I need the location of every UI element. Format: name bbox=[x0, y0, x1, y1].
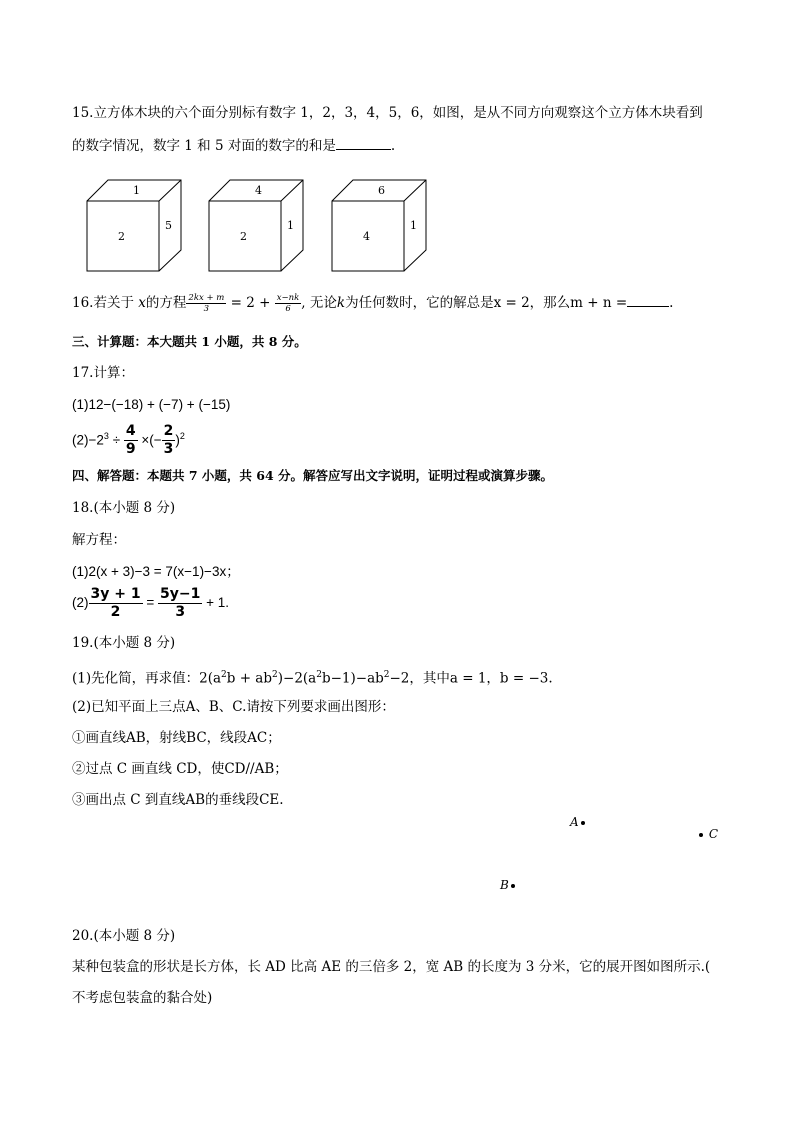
q17-part1: (1)12−(−18) + (−7) + (−15) bbox=[72, 397, 231, 412]
q17-p2-exp: 3 bbox=[103, 431, 109, 441]
q16-answer-blank bbox=[627, 292, 669, 307]
q19-step1: ①画直线AB，射线BC，线段AC； bbox=[72, 730, 281, 746]
cube-2-side: 1 bbox=[287, 219, 294, 232]
q18-title: 18.(本小题 8 分) bbox=[72, 500, 176, 516]
cube-1-side: 5 bbox=[165, 219, 172, 232]
q15-line2-text: 的数字情况，数字 1 和 5 对面的数字的和是 bbox=[72, 138, 336, 154]
q19-p1-c: )−2(a bbox=[277, 670, 317, 687]
q20-line1: 某种包装盒的形状是长方体，长 AD 比高 AE 的三倍多 2，宽 AB 的长度为 3 分米，它的展开图如图所示.( bbox=[72, 959, 711, 975]
q16-mid2: , 无论 bbox=[301, 295, 337, 311]
q17-p2-frac2-num: 2 bbox=[163, 423, 174, 440]
q16-var-x: x bbox=[138, 295, 146, 311]
q18-p2-frac2 bbox=[158, 586, 202, 621]
point-c bbox=[697, 827, 718, 841]
q16-mid1: 的方程 bbox=[145, 295, 187, 311]
cube-1-front: 2 bbox=[118, 230, 125, 243]
point-a-dot bbox=[581, 821, 585, 825]
q19-p1-e: −2，其中a = 1，b = −3. bbox=[389, 670, 553, 687]
cube-3-side: 1 bbox=[410, 219, 417, 232]
q19-p1-b: b + ab bbox=[226, 670, 272, 687]
q16-end: . bbox=[669, 295, 674, 311]
cube-3-top: 6 bbox=[378, 184, 385, 197]
q17-p2-frac bbox=[124, 423, 138, 458]
point-a-label: A bbox=[570, 815, 579, 829]
point-b-dot bbox=[511, 884, 515, 888]
q17-p2-close: ) bbox=[175, 432, 180, 448]
q17-p2-open: (− bbox=[149, 432, 162, 448]
q17-p2-div: ÷ bbox=[112, 432, 121, 448]
q18-sub: 解方程： bbox=[72, 532, 126, 548]
q16-frac2 bbox=[275, 293, 302, 314]
q18-p2-frac1 bbox=[89, 586, 143, 621]
cube-views-figure bbox=[86, 178, 446, 276]
q16-suffix: 为任何数时，它的解总是x = 2，那么m + n = bbox=[345, 295, 628, 311]
q19-p1-s3: 2 bbox=[316, 670, 322, 680]
q17-p2-frac-num: 4 bbox=[125, 423, 136, 440]
q16-line bbox=[72, 290, 673, 316]
q18-p2-frac1-num: 3y + 1 bbox=[90, 585, 141, 602]
q18-p2-frac2-den: 3 bbox=[175, 603, 186, 620]
q17-p2-prefix: (2)−2 bbox=[72, 432, 104, 448]
q16-frac1-num: 2kx + m bbox=[188, 293, 225, 303]
q19-p1-d: b−1)−ab bbox=[321, 670, 384, 687]
section-3-title: 三、计算题：本大题共 1 小题，共 8 分。 bbox=[72, 334, 307, 349]
q15-line2-end: . bbox=[390, 138, 396, 154]
q17-p2-times: × bbox=[141, 432, 150, 448]
q17-part2 bbox=[72, 418, 185, 459]
q18-p2-frac2-num: 5y−1 bbox=[160, 585, 201, 602]
point-b bbox=[500, 878, 517, 892]
q19-title: 19.(本小题 8 分) bbox=[72, 635, 176, 651]
q16-frac2-den: 6 bbox=[285, 304, 291, 314]
q15-line1: 15.立方体木块的六个面分别标有数字 1，2，3，4，5，6，如图，是从不同方向观察这个立方体木块看到 bbox=[72, 105, 703, 121]
q19-p1-s1: 2 bbox=[221, 670, 227, 680]
q19-p1-a: (1)先化简，再求值：2(a bbox=[72, 670, 222, 687]
point-c-dot bbox=[699, 833, 703, 837]
q16-eq-mid: = 2 + bbox=[230, 295, 271, 311]
q15-answer-blank bbox=[336, 135, 391, 150]
cube-1 bbox=[87, 180, 181, 271]
q19-step2: ②过点 C 画直线 CD，使CD//AB； bbox=[72, 761, 288, 777]
point-a bbox=[570, 815, 587, 829]
q17-p2-frac2-den: 3 bbox=[163, 441, 174, 458]
q18-p2-frac1-den: 2 bbox=[110, 603, 121, 620]
q16-frac1 bbox=[186, 293, 226, 314]
q19-part1 bbox=[72, 666, 553, 688]
q17-p2-exp2: 2 bbox=[179, 431, 185, 441]
q17-title: 17.计算： bbox=[72, 365, 134, 381]
q16-var-k: k bbox=[336, 295, 346, 311]
q17-p2-frac-den: 9 bbox=[125, 441, 136, 458]
cube-3 bbox=[332, 180, 426, 271]
q16-frac1-den: 3 bbox=[203, 304, 210, 314]
q16-prefix: 16.若关于 bbox=[72, 295, 134, 311]
cube-1-top: 1 bbox=[133, 184, 140, 197]
q19-p1-s2: 2 bbox=[272, 670, 278, 680]
q20-title: 20.(本小题 8 分) bbox=[72, 928, 176, 944]
cube-2 bbox=[209, 180, 303, 271]
q19-p1-s4: 2 bbox=[383, 670, 390, 680]
q15-line2 bbox=[72, 135, 395, 155]
cube-2-top: 4 bbox=[255, 184, 262, 197]
q18-part1: (1)2(x + 3)−3 = 7(x−1)−3x； bbox=[72, 564, 240, 579]
section-4-title: 四、解答题：本题共 7 小题，共 64 分。解答应写出文字说明，证明过程或演算步骤。 bbox=[72, 468, 554, 483]
q18-p2-eq: = bbox=[146, 595, 155, 610]
q19-step3: ③画出点 C 到直线AB的垂线段CE. bbox=[72, 792, 284, 808]
cube-3-front: 4 bbox=[363, 230, 370, 243]
q17-p2-frac2 bbox=[162, 423, 176, 458]
q19-part2: (2)已知平面上三点A、B、C.请按下列要求画出图形： bbox=[72, 699, 395, 715]
point-c-label: C bbox=[708, 827, 719, 841]
q16-frac2-num: x−nk bbox=[276, 293, 300, 303]
q20-line2: 不考虑包装盒的黏合处) bbox=[72, 990, 213, 1006]
q18-part2 bbox=[72, 585, 229, 621]
q18-p2-prefix: (2) bbox=[72, 595, 89, 610]
cube-2-front: 2 bbox=[240, 230, 247, 243]
q18-p2-tail: + 1. bbox=[206, 595, 230, 610]
point-b-label: B bbox=[500, 878, 509, 892]
